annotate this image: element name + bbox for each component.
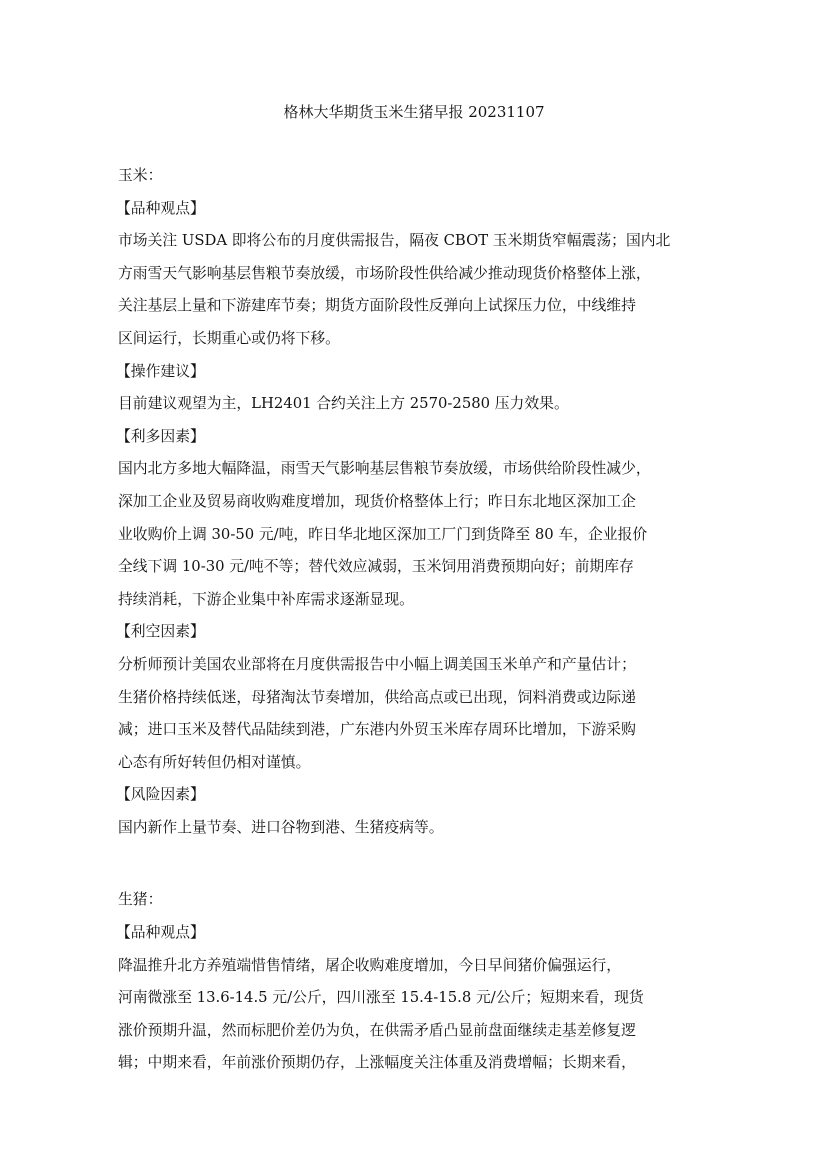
hog-view-line: 河南微涨至 13.6-14.5 元/公斤，四川涨至 15.4-15.8 元/公斤；短期来看，现货: [118, 989, 644, 1007]
corn-bullish-line: 全线下调 10-30 元/吨不等；替代效应减弱，玉米饲用消费预期向好；前期库存: [118, 558, 634, 576]
corn-view-line: 关注基层上量和下游建库节奏；期货方面阶段性反弹向上试探压力位，中线维持: [118, 297, 636, 315]
corn-bearish-line: 生猪价格持续低迷，母猪淘汰节奏增加，供给高点或已出现，饲料消费或边际递: [118, 688, 636, 706]
corn-heading: 玉米：: [118, 167, 163, 184]
report-title: 格林大华期货玉米生猪早报 20231107: [283, 103, 545, 121]
corn-view-label: 【品种观点】: [116, 199, 205, 217]
corn-view-line: 区间运行，长期重心或仍将下移。: [118, 329, 340, 347]
corn-advice-line: 目前建议观望为主，LH2401 合约关注上方 2570-2580 压力效果。: [118, 395, 569, 413]
corn-bearish-line: 减；进口玉米及替代品陆续到港，广东港内外贸玉米库存周环比增加，下游采购: [118, 721, 636, 739]
corn-risk-label: 【风险因素】: [116, 786, 205, 804]
corn-bearish-line: 分析师预计美国农业部将在月度供需报告中小幅上调美国玉米单产和产量估计；: [118, 655, 636, 673]
hog-view-line: 降温推升北方养殖端惜售情绪，屠企收购难度增加，今日早间猪价偏强运行，: [118, 956, 622, 974]
hog-view-label: 【品种观点】: [116, 924, 205, 942]
corn-bearish-line: 心态有所好转但仍相对谨慎。: [118, 753, 311, 771]
section-spacer: [118, 844, 710, 884]
hog-heading: 生猪：: [118, 891, 163, 909]
corn-view-line: 方雨雪天气影响基层售粮节奏放缓，市场阶段性供给减少推动现货价格整体上涨，: [118, 264, 651, 282]
corn-bullish-line: 业收购价上调 30-50 元/吨，昨日华北地区深加工厂门到货降至 80 车，企业报价: [118, 525, 648, 543]
corn-view-line: 市场关注 USDA 即将公布的月度供需报告，隔夜 CBOT 玉米期货窄幅震荡；国内北: [118, 232, 671, 250]
hog-view-line: 辑；中期来看，年前涨价预期仍存，上涨幅度关注体重及消费增幅；长期来看，: [118, 1054, 636, 1072]
corn-advice-label: 【操作建议】: [116, 362, 205, 380]
corn-bullish-label: 【利多因素】: [116, 427, 205, 445]
corn-bullish-line: 持续消耗，下游企业集中补库需求逐渐显现。: [118, 590, 414, 608]
corn-bullish-line: 深加工企业及贸易商收购难度增加，现货价格整体上行；昨日东北地区深加工企: [118, 492, 636, 510]
corn-bearish-label: 【利空因素】: [116, 623, 205, 641]
corn-bullish-line: 国内北方多地大幅降温，雨雪天气影响基层售粮节奏放缓，市场供给阶段性减少，: [118, 460, 651, 478]
hog-view-line: 涨价预期升温，然而标肥价差仍为负，在供需矛盾凸显前盘面继续走基差修复逻: [118, 1021, 636, 1039]
report-body: [118, 160, 710, 1080]
corn-risk-line: 国内新作上量节奏、进口谷物到港、生猪疫病等。: [118, 818, 444, 836]
